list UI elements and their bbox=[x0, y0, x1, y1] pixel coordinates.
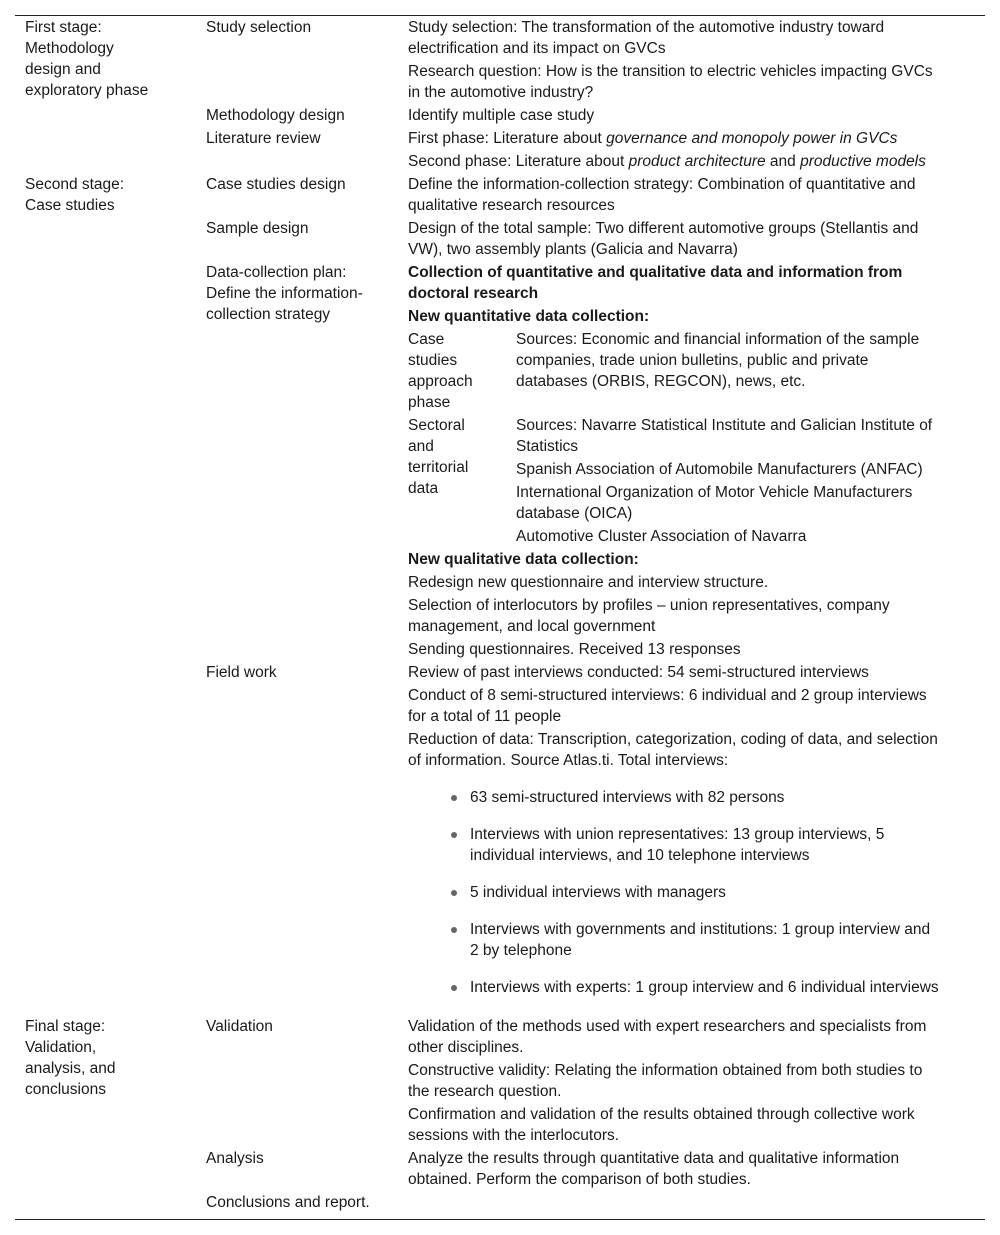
lit-first-phase bbox=[408, 128, 897, 149]
bullet-text: Interviews with union representatives: 13 group interviews, 5 bbox=[470, 826, 885, 843]
step-data-collection-plan: collection strategy bbox=[206, 306, 331, 323]
bullet-text: Interviews with governments and institutions: 1 group interview and bbox=[470, 921, 931, 938]
stage3-label-line: analysis, and bbox=[25, 1060, 116, 1077]
table-top-rule bbox=[15, 15, 985, 16]
desc-line: electrification and its impact on GVCs bbox=[408, 40, 666, 57]
case-approach-label: studies bbox=[408, 352, 458, 369]
bullet-text: Interviews with experts: 1 group interview and 6 individual interviews bbox=[470, 979, 939, 996]
bullet-text: individual interviews, and 10 telephone interviews bbox=[470, 847, 810, 864]
bullet-text: 63 semi-structured interviews with 82 persons bbox=[470, 789, 785, 806]
desc-line: management, and local government bbox=[408, 618, 656, 635]
bullet-dot-icon bbox=[451, 985, 457, 991]
desc-line: Constructive validity: Relating the information obtained from both studies to bbox=[408, 1062, 923, 1079]
step-methodology-design: Methodology design bbox=[206, 107, 345, 124]
bullet-dot-icon bbox=[451, 927, 457, 933]
desc-line: Validation of the methods used with expert researchers and specialists from bbox=[408, 1018, 927, 1035]
sectoral-label: territorial bbox=[408, 459, 469, 476]
sources-line: Automotive Cluster Association of Navarra bbox=[516, 528, 807, 545]
lit-italic: governance and monopoly power in GVCs bbox=[606, 130, 898, 147]
new-quant-heading: New quantitative data collection: bbox=[408, 308, 650, 325]
bullet-text: 5 individual interviews with managers bbox=[470, 884, 726, 901]
desc-line: Selection of interlocutors by profiles – union representatives, company bbox=[408, 597, 890, 614]
desc-line: Redesign new questionnaire and interview structure. bbox=[408, 574, 769, 591]
stage3-label-line: Final stage: bbox=[25, 1018, 106, 1035]
step-data-collection-plan: Data-collection plan: bbox=[206, 264, 347, 281]
step-validation: Validation bbox=[206, 1018, 273, 1035]
step-study-selection: Study selection bbox=[206, 19, 312, 36]
stage1-label-line: exploratory phase bbox=[25, 82, 149, 99]
stage1-label-line: design and bbox=[25, 61, 101, 78]
case-approach-label: Case bbox=[408, 331, 445, 348]
step-conclusions: Conclusions and report. bbox=[206, 1194, 370, 1211]
desc-line: Sending questionnaires. Received 13 responses bbox=[408, 641, 741, 658]
desc-line: Research question: How is the transition to electric vehicles impacting GVCs bbox=[408, 63, 933, 80]
step-literature-review: Literature review bbox=[206, 130, 321, 147]
desc-line: in the automotive industry? bbox=[408, 84, 594, 101]
desc-line: Design of the total sample: Two different automotive groups (Stellantis and bbox=[408, 220, 919, 237]
desc-line: qualitative research resources bbox=[408, 197, 615, 214]
step-data-collection-plan: Define the information- bbox=[206, 285, 363, 302]
desc-line: sessions with the interlocutors. bbox=[408, 1127, 620, 1144]
bullet-dot-icon bbox=[451, 795, 457, 801]
sectoral-label: data bbox=[408, 480, 439, 497]
case-approach-label: phase bbox=[408, 394, 451, 411]
sources-line: International Organization of Motor Vehicle Manufacturers bbox=[516, 484, 913, 501]
desc-line: Reduction of data: Transcription, categorization, coding of data, and selection bbox=[408, 731, 938, 748]
lit-text: and bbox=[765, 153, 801, 170]
lit-italic: product architecture bbox=[628, 153, 766, 170]
desc-line: for a total of 11 people bbox=[408, 708, 562, 725]
step-sample-design: Sample design bbox=[206, 220, 309, 237]
sources-line: Sources: Economic and financial information of the sample bbox=[516, 331, 920, 348]
bullet-dot-icon bbox=[451, 832, 457, 838]
desc-line: Study selection: The transformation of the automotive industry toward bbox=[408, 19, 885, 36]
lit-second-phase bbox=[408, 151, 926, 172]
bullet-text: 2 by telephone bbox=[470, 942, 572, 959]
stage3-label-line: conclusions bbox=[25, 1081, 106, 1098]
table-bottom-rule bbox=[15, 1219, 985, 1220]
sources-line: Spanish Association of Automobile Manufacturers (ANFAC) bbox=[516, 461, 923, 478]
sources-line: databases (ORBIS, REGCON), news, etc. bbox=[516, 373, 806, 390]
collection-title: doctoral research bbox=[408, 285, 539, 302]
stage2-label-line: Case studies bbox=[25, 197, 115, 214]
desc-line: VW), two assembly plants (Galicia and Navarra) bbox=[408, 241, 738, 258]
desc-line: obtained. Perform the comparison of both studies. bbox=[408, 1171, 751, 1188]
case-approach-label: approach bbox=[408, 373, 473, 390]
new-qual-heading: New qualitative data collection: bbox=[408, 551, 639, 568]
sectoral-label: Sectoral bbox=[408, 417, 465, 434]
desc-line: Identify multiple case study bbox=[408, 107, 595, 124]
lit-text: First phase: Literature about bbox=[408, 130, 607, 147]
stage1-label-line: First stage: bbox=[25, 19, 102, 36]
sources-line: Sources: Navarre Statistical Institute and Galician Institute of bbox=[516, 417, 933, 434]
step-analysis: Analysis bbox=[206, 1150, 264, 1167]
desc-line: Review of past interviews conducted: 54 semi-structured interviews bbox=[408, 664, 869, 681]
desc-line: Conduct of 8 semi-structured interviews: 6 individual and 2 group interviews bbox=[408, 687, 927, 704]
sources-line: Statistics bbox=[516, 438, 579, 455]
desc-line: Confirmation and validation of the results obtained through collective work bbox=[408, 1106, 915, 1123]
stage1-label-line: Methodology bbox=[25, 40, 114, 57]
step-case-studies-design: Case studies design bbox=[206, 176, 346, 193]
desc-line: the research question. bbox=[408, 1083, 562, 1100]
sources-line: database (OICA) bbox=[516, 505, 633, 522]
desc-line: Define the information-collection strategy: Combination of quantitative and bbox=[408, 176, 916, 193]
lit-text: Second phase: Literature about bbox=[408, 153, 629, 170]
sectoral-label: and bbox=[408, 438, 434, 455]
stage3-label-line: Validation, bbox=[25, 1039, 97, 1056]
desc-line: of information. Source Atlas.ti. Total interviews: bbox=[408, 752, 729, 769]
bullet-dot-icon bbox=[451, 890, 457, 896]
collection-title: Collection of quantitative and qualitative data and information from bbox=[408, 264, 903, 281]
desc-line: Analyze the results through quantitative data and qualitative information bbox=[408, 1150, 900, 1167]
lit-italic: productive models bbox=[800, 153, 926, 170]
desc-line: other disciplines. bbox=[408, 1039, 524, 1056]
sources-line: companies, trade union bulletins, public and private bbox=[516, 352, 869, 369]
stage2-label-line: Second stage: bbox=[25, 176, 125, 193]
step-field-work: Field work bbox=[206, 664, 277, 681]
